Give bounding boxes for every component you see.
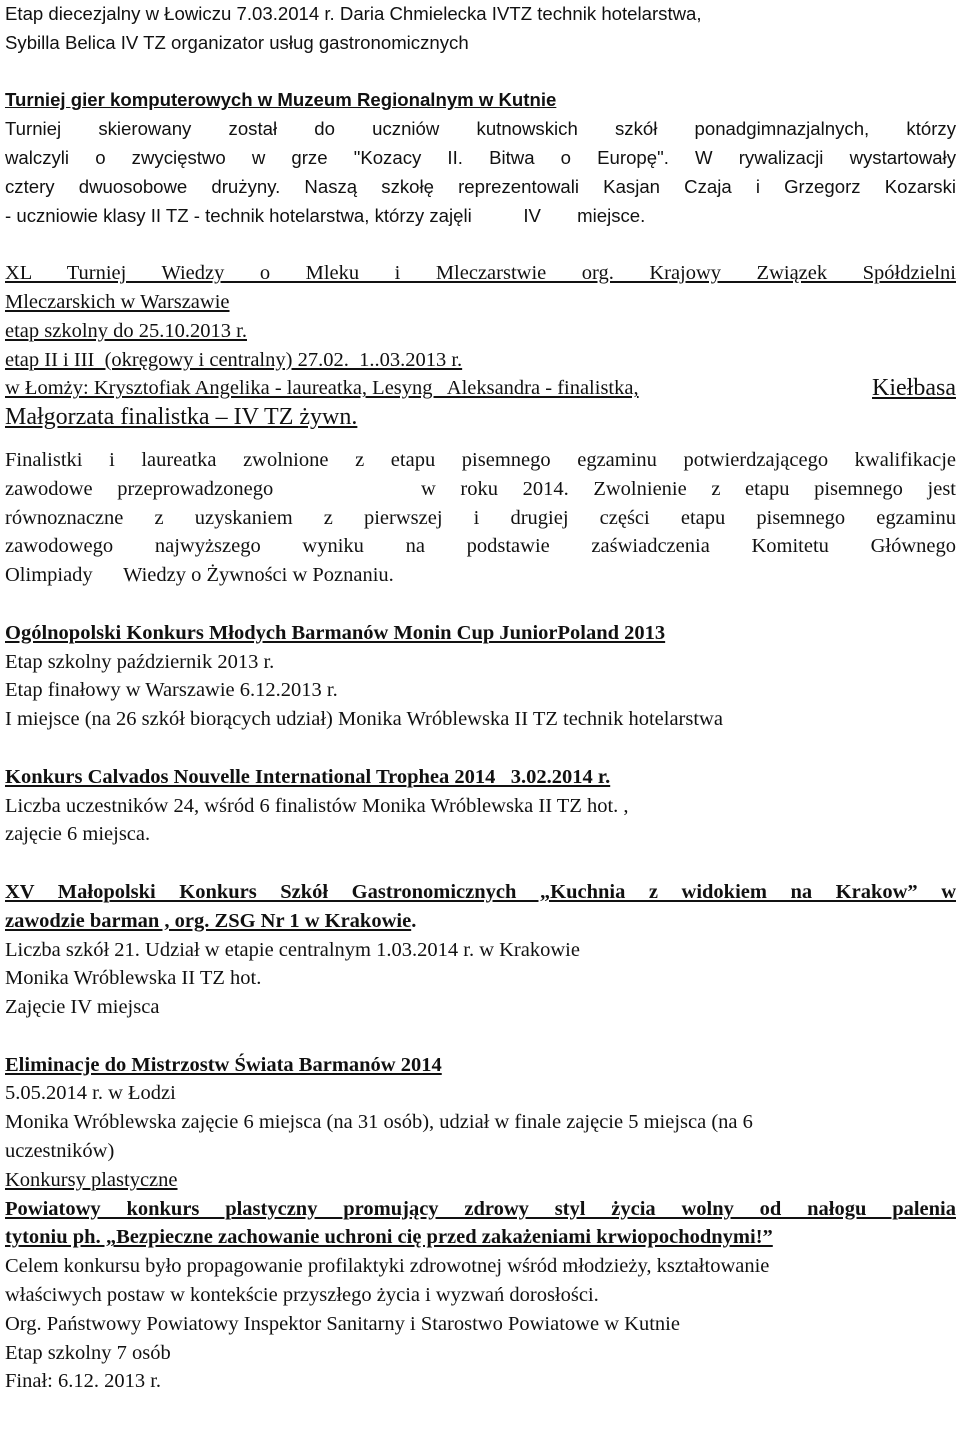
text-line: właściwych postaw w kontekście przyszłego życia i wyzwań dorosłości. [5, 1284, 599, 1307]
section-heading: XV Małopolski Konkurs Szkół Gastronomicznych „Kuchnia z widokiem na Krakow” w [5, 880, 956, 903]
section-heading: Eliminacje do Mistrzostw Świata Barmanów 2014 [5, 1053, 442, 1076]
text-line: etap II i III (okręgowy i centralny) 27.02. 1..03.2013 r. [5, 348, 463, 371]
text-line: etap szkolny do 25.10.2013 r. [5, 319, 247, 342]
text-line: Sybilla Belica IV TZ organizator usług gastronomicznych [5, 31, 469, 53]
text-line [5, 374, 956, 403]
subsection-heading: Konkursy plastyczne [5, 1168, 178, 1191]
text-line: Etap szkolny 7 osób [5, 1341, 171, 1364]
text-line: Etap szkolny październik 2013 r. [5, 650, 275, 673]
text-line: Monika Wróblewska zajęcie 6 miejsca (na 31 osób), udział w finale zajęcie 5 miejsca (na 6 [5, 1111, 753, 1134]
section-heading: XL Turniej Wiedzy o Mleku i Mleczarstwie org. Krajowy Związek Spółdzielni [5, 262, 956, 285]
text-line: Etap finałowy w Warszawie 6.12.2013 r. [5, 679, 338, 702]
document-page [5, 0, 956, 1396]
section-heading [5, 907, 956, 936]
heading-span: zawodzie barman , org. ZSG Nr 1 w Krakowie [5, 909, 412, 932]
text-line: zajęcie 6 miejsca. [5, 823, 151, 846]
text-line: Finał: 6.12. 2013 r. [5, 1370, 162, 1393]
text-line: uczestników) [5, 1140, 115, 1163]
text-line: Liczba szkół 21. Udział w etapie centralnym 1.03.2014 r. w Krakowie [5, 938, 580, 961]
text-line: 5.05.2014 r. w Łodzi [5, 1082, 176, 1105]
text-line: Org. Państwowy Powiatowy Inspektor Sanitarny i Starostwo Powiatowe w Kutnie [5, 1312, 680, 1335]
text-line: Finalistki i laureatka zwolnione z etapu pisemnego egzaminu potwierdzającego kwalifikacje [5, 448, 956, 471]
text-span: w Łomży: Krysztofiak Angelika - laureatka, Lesyng Aleksandra - finalistka, [5, 377, 639, 400]
text-line: równoznaczne z uzyskaniem z pierwszej i drugiej części etapu pisemnego egzaminu [5, 506, 956, 529]
text-line: zawodowego najwyższego wyniku na podstawie zaświadczenia Komitetu Głównego [5, 535, 956, 558]
text-line: Etap diecezjalny w Łowiczu 7.03.2014 r. Daria Chmielecka IVTZ technik hotelarstwa, [5, 3, 702, 24]
section-heading: Powiatowy konkurs plastyczny promujący zdrowy styl życia wolny od nałogu palenia [5, 1197, 956, 1220]
text-line: walczyli o zwycięstwo w grze "Kozacy II. Bitwa o Europę". W rywalizacji wystartowały [5, 146, 956, 168]
section-heading: Ogólnopolski Konkurs Młodych Barmanów Monin Cup JuniorPoland 2013 [5, 621, 666, 644]
text-line: Monika Wróblewska II TZ hot. [5, 967, 262, 990]
section-heading: Konkurs Calvados Nouvelle International Trophea 2014 3.02.2014 r. [5, 765, 611, 788]
section-heading: tytoniu ph. „Bezpieczne zachowanie uchroni cię przed zakażeniami krwiopochodnymi!” [5, 1226, 773, 1249]
section-heading: Mleczarskich w Warszawie [5, 290, 230, 313]
text-line: - uczniowie klasy II TZ - technik hotelarstwa, którzy zajęli IV miejsce. [5, 204, 646, 226]
text-line: Olimpiady Wiedzy o Żywności w Poznaniu. [5, 564, 394, 587]
heading-span: . [411, 909, 417, 932]
text-line: zawodowe przeprowadzonego w roku 2014. Zwolnienie z etapu pisemnego jest [5, 477, 956, 500]
text-line: cztery dwuosobowe drużyny. Naszą szkołę reprezentowali Kasjan Czaja i Grzegorz Kozarski [5, 175, 956, 197]
text-line: Liczba uczestników 24, wśród 6 finalistów Monika Wróblewska II TZ hot. , [5, 794, 629, 817]
text-line: I miejsce (na 26 szkół biorących udział) Monika Wróblewska II TZ technik hotelarstwa [5, 708, 723, 731]
text-line: Turniej skierowany został do uczniów kutnowskich szkół ponadgimnazjalnych, którzy [5, 118, 956, 140]
section-heading: Turniej gier komputerowych w Muzeum Regionalnym w Kutnie [5, 89, 557, 111]
text-span: Kiełbasa [872, 375, 956, 402]
text-line: Zajęcie IV miejsca [5, 996, 160, 1019]
text-line: Celem konkursu było propagowanie profilaktyki zdrowotnej wśród młodzieży, kształtowanie [5, 1255, 770, 1278]
text-line: Małgorzata finalistka – IV TZ żywn. [5, 404, 358, 431]
